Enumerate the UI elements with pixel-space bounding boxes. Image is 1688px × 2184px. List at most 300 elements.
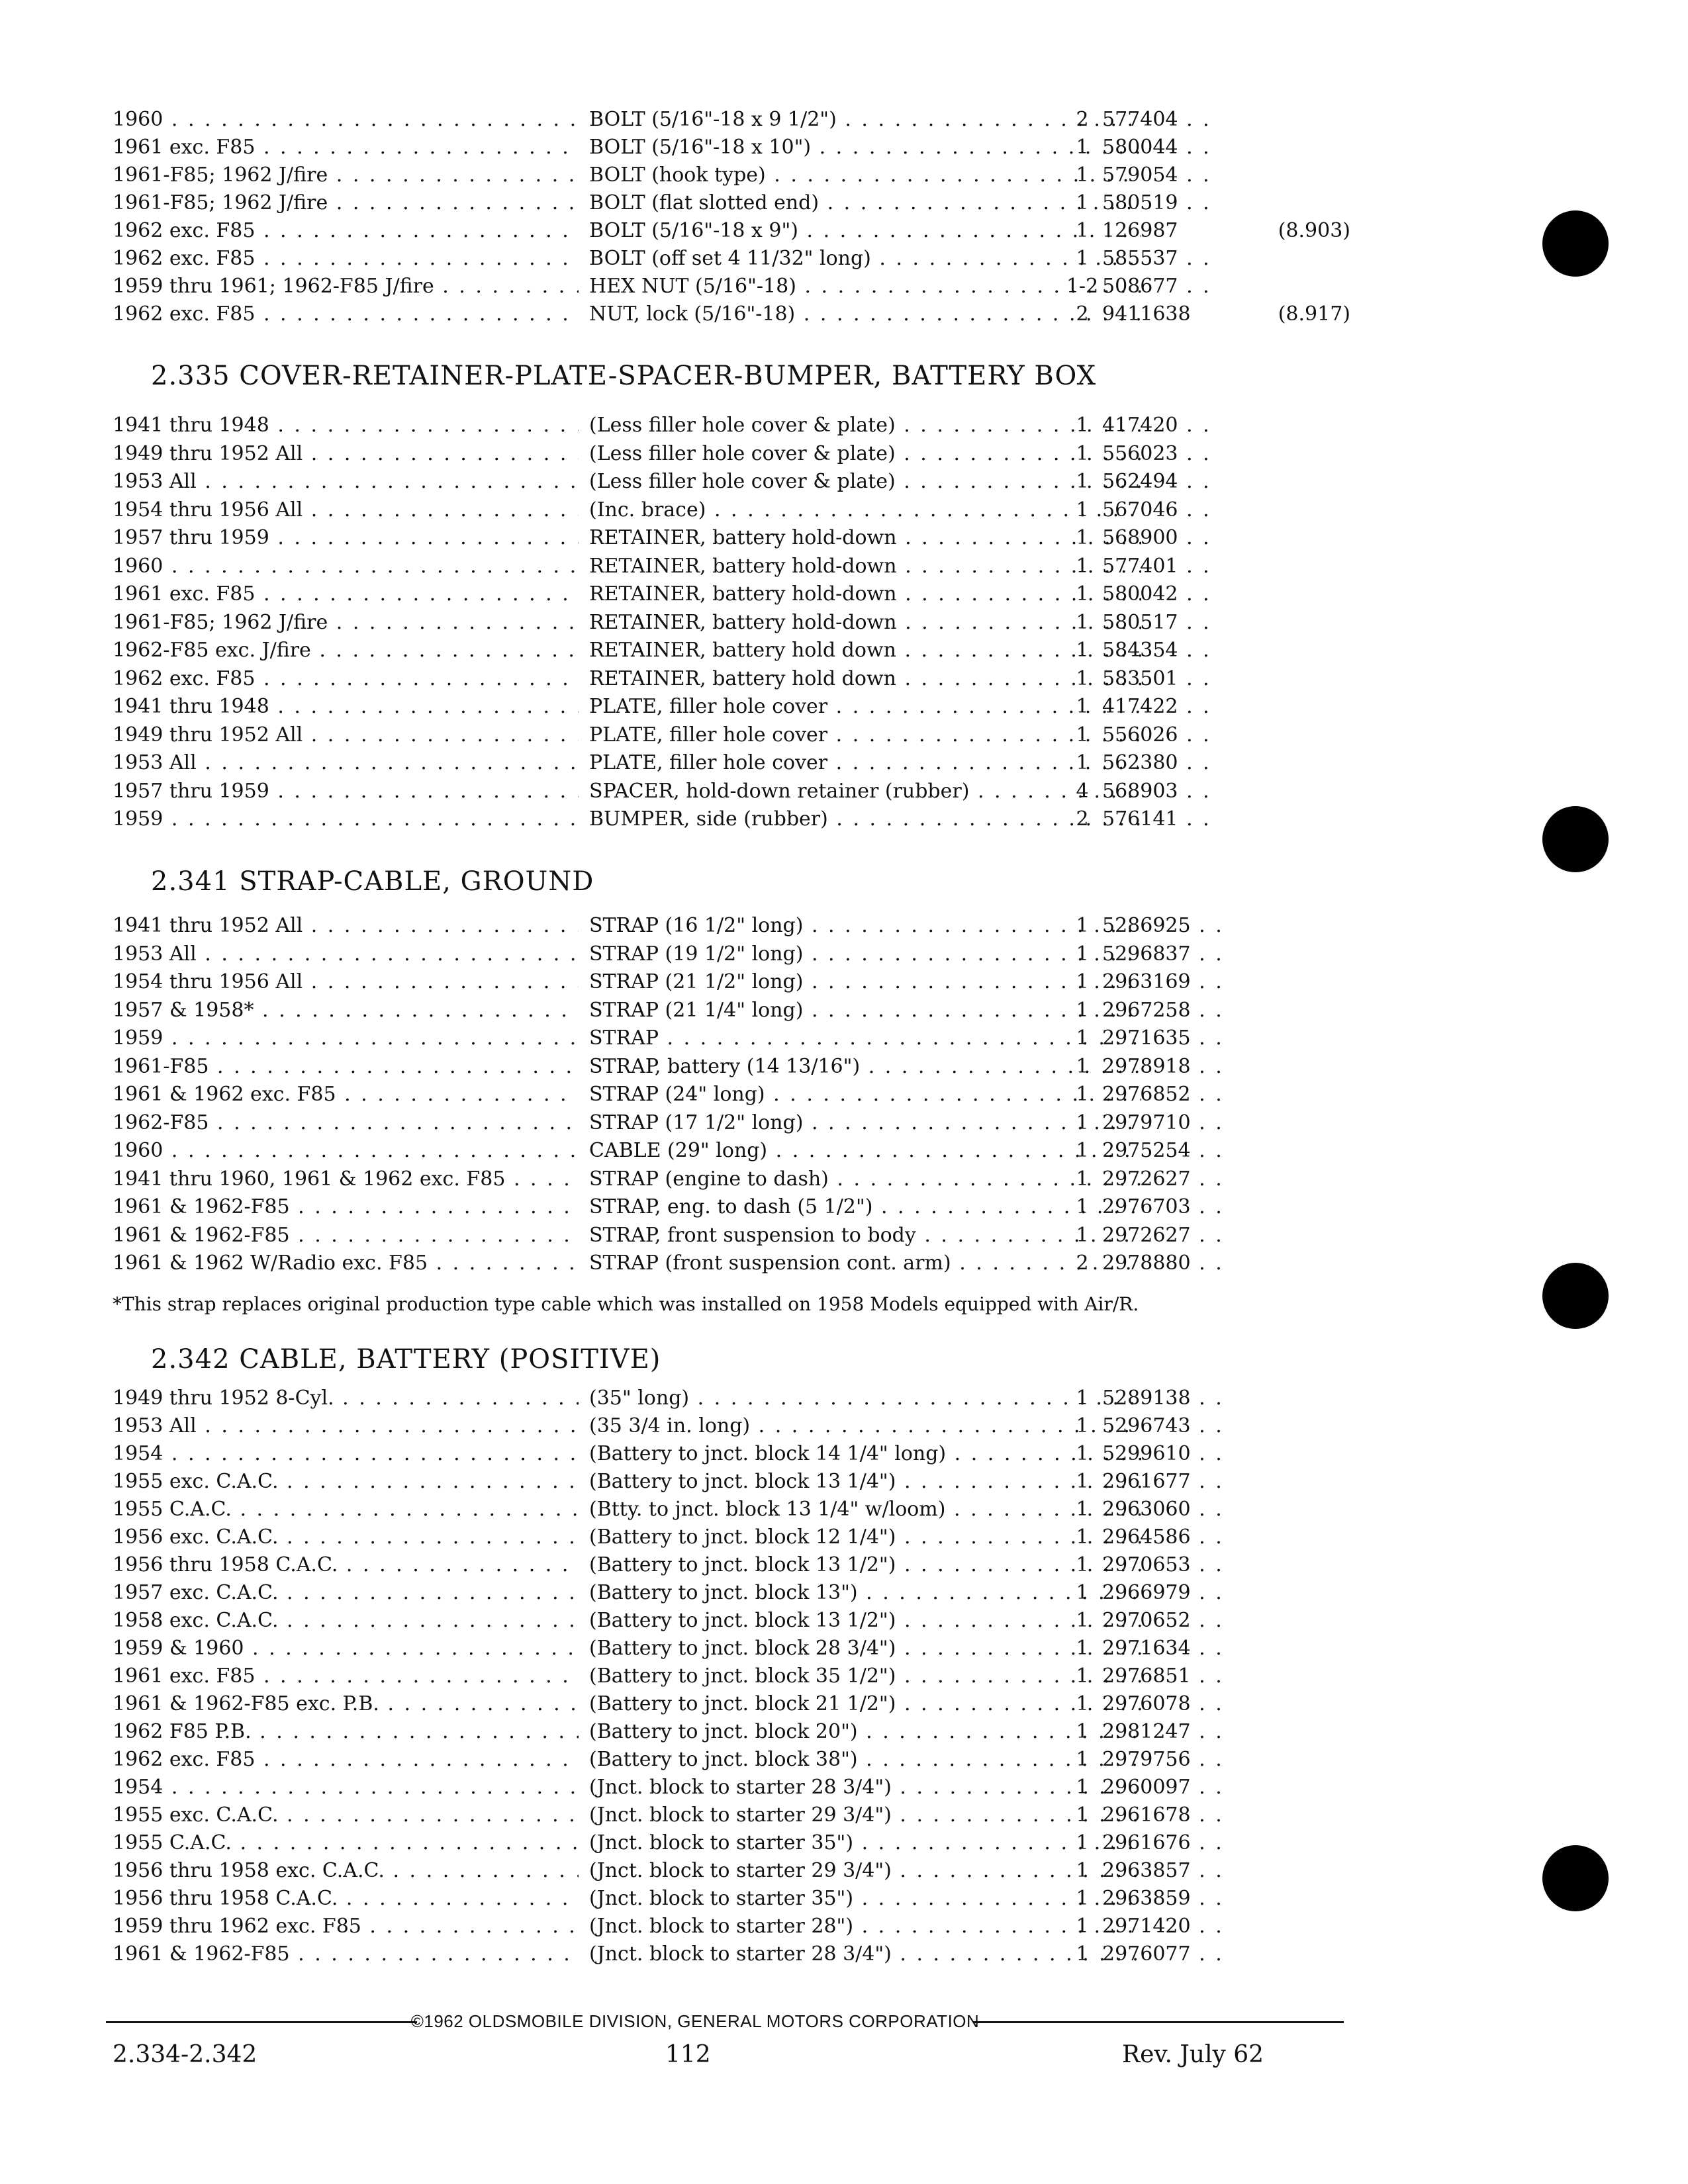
model-year-cell: 1958 exc. C.A.C. . . . <box>113 1607 579 1635</box>
part-number-cell: 580519 . . . <box>1102 189 1221 217</box>
quantity-cell: 1 <box>1076 136 1089 159</box>
part-number-cell: 2971634 . . . <box>1102 1635 1221 1662</box>
table-row <box>113 1662 1337 1690</box>
description-cell: STRAP, battery (14 13/16") . . . <box>589 1053 1141 1081</box>
description-cell: RETAINER, battery hold-down . . . <box>589 609 1141 637</box>
part-number-cell: 417422 . . . <box>1102 693 1221 721</box>
quantity-cell: 1 <box>1076 1664 1089 1688</box>
model-year-cell: 1960 . . . <box>113 553 579 580</box>
description-cell: BOLT (5/16"-18 x 9") . . . <box>589 217 1141 245</box>
part-number-cell: 126987 <box>1102 219 1178 242</box>
table-row <box>113 1940 1337 1968</box>
description-cell: (Battery to jnct. block 20") . . . <box>589 1718 1141 1746</box>
model-year-cell: 1961 exc. F85 . . . <box>113 134 579 161</box>
quantity-cell: 1 <box>1076 1720 1089 1743</box>
description-cell: (Battery to jnct. block 28 3/4") . . . <box>589 1635 1141 1662</box>
part-number-cell: 2963060 . . . <box>1102 1496 1221 1524</box>
quantity-cell: 1 <box>1076 1167 1089 1191</box>
model-year-cell: 1961 & 1962-F85 exc. P.B. . . . <box>113 1690 579 1718</box>
quantity-cell: 1 <box>1076 1083 1089 1106</box>
description-cell: NUT, lock (5/16"-18) . . . <box>589 300 1141 328</box>
quantity-cell: 1 <box>1076 1887 1089 1910</box>
part-number-cell: 2963859 . . . <box>1102 1885 1221 1913</box>
model-year-cell: 1962-F85 . . . <box>113 1109 579 1137</box>
table-row <box>113 665 1337 693</box>
model-year-cell: 1962 exc. F85 . . . <box>113 245 579 273</box>
model-year-cell: 1953 All . . . <box>113 468 579 496</box>
part-number-cell: 5286925 . . . <box>1102 912 1221 940</box>
model-year-cell: 1954 . . . <box>113 1440 579 1468</box>
model-year-cell: 1959 thru 1962 exc. F85 . . . <box>113 1913 579 1940</box>
description-cell: (Battery to jnct. block 35 1/2") . . . <box>589 1662 1141 1690</box>
table-row <box>113 1774 1337 1801</box>
description-cell: STRAP (19 1/2" long) . . . <box>589 940 1141 968</box>
part-number-cell: 576141 . . . <box>1102 805 1221 833</box>
table-row <box>113 1829 1337 1857</box>
description-cell: (Jnct. block to starter 28 3/4") . . . <box>589 1774 1141 1801</box>
description-cell: STRAP (17 1/2" long) . . . <box>589 1109 1141 1137</box>
part-number-cell: 562380 . . . <box>1102 749 1221 777</box>
model-year-cell: 1961 & 1962 W/Radio exc. F85 . . . <box>113 1250 579 1277</box>
description-cell: SPACER, hold-down retainer (rubber) . . . <box>589 778 1141 805</box>
quantity-cell: 1 <box>1076 610 1089 634</box>
part-number-cell: 5289138 . . . <box>1102 1385 1221 1412</box>
part-number-cell: 579054 . . . <box>1102 161 1221 189</box>
model-year-cell: 1941 thru 1952 All . . . <box>113 912 579 940</box>
table-row <box>113 1250 1337 1277</box>
table-row <box>113 805 1337 833</box>
part-number-cell: 577404 . . . <box>1102 106 1221 134</box>
section-heading-2-342: 2.342 CABLE, BATTERY (POSITIVE) <box>151 1344 661 1375</box>
part-number-cell: 567046 . . . <box>1102 496 1221 524</box>
model-year-cell: 1959 . . . <box>113 805 579 833</box>
description-cell: (Less filler hole cover & plate) . . . <box>589 468 1141 496</box>
model-year-cell: 1941 thru 1948 . . . <box>113 412 579 439</box>
model-year-cell: 1954 thru 1956 All . . . <box>113 968 579 996</box>
model-year-cell: 1959 & 1960 . . . <box>113 1635 579 1662</box>
quantity-cell: 1 <box>1076 1776 1089 1799</box>
quantity-cell: 1 <box>1076 582 1089 606</box>
model-year-cell: 1957 thru 1959 . . . <box>113 524 579 552</box>
model-year-cell: 1949 thru 1952 All . . . <box>113 721 579 749</box>
part-number-cell: 2963857 . . . <box>1102 1857 1221 1885</box>
binder-hole-2 <box>1542 806 1609 872</box>
model-year-cell: 1954 . . . <box>113 1774 579 1801</box>
part-number-cell: 2978918 . . . <box>1102 1053 1221 1081</box>
quantity-cell: 1 <box>1076 751 1089 774</box>
page-number: 112 <box>665 2041 711 2068</box>
description-cell: PLATE, filler hole cover . . . <box>589 693 1141 721</box>
description-cell: STRAP (21 1/4" long) . . . <box>589 997 1141 1024</box>
part-number-cell: 2967258 . . . <box>1102 997 1221 1024</box>
part-number-cell: 2961678 . . . <box>1102 1801 1221 1829</box>
footer-rule-right <box>973 2021 1344 2023</box>
quantity-cell: 1 <box>1076 219 1089 242</box>
table-row <box>113 912 1337 940</box>
description-cell: (Jnct. block to starter 35") . . . <box>589 1829 1141 1857</box>
part-number-cell: 2981247 . . . <box>1102 1718 1221 1746</box>
quantity-cell: 1 <box>1076 470 1089 493</box>
binder-hole-4 <box>1542 1845 1609 1911</box>
part-number-cell: 2976077 . . . <box>1102 1940 1221 1968</box>
model-year-cell: 1962 exc. F85 . . . <box>113 1746 579 1774</box>
description-cell: HEX NUT (5/16"-18) . . . <box>589 273 1141 300</box>
quantity-cell: 1 <box>1076 1498 1089 1521</box>
model-year-cell: 1955 exc. C.A.C. . . . <box>113 1468 579 1496</box>
footer-rule-left <box>106 2021 417 2023</box>
part-number-cell: 2971420 . . . <box>1102 1913 1221 1940</box>
table-row <box>113 300 1350 328</box>
part-number-cell: 568900 . . . <box>1102 524 1221 552</box>
part-number-cell: 580042 . . . <box>1102 580 1221 608</box>
footnote: *This strap replaces original production type cable which was installed on 1958 Models equipped with Air/R. <box>113 1293 1139 1315</box>
part-number-cell: 417420 . . . <box>1102 412 1221 439</box>
part-number-cell: 2975254 . . . <box>1102 1137 1221 1165</box>
description-cell: STRAP (24" long) . . . <box>589 1081 1141 1109</box>
model-year-cell: 1956 exc. C.A.C. . . . <box>113 1524 579 1551</box>
description-cell: BOLT (flat slotted end) . . . <box>589 189 1141 217</box>
description-cell: (Jnct. block to starter 28 3/4") . . . <box>589 1940 1141 1968</box>
description-cell: (Btty. to jnct. block 13 1/4" w/loom) . . . <box>589 1496 1141 1524</box>
quantity-cell: 1 <box>1076 1026 1089 1050</box>
description-cell: (Inc. brace) . . . <box>589 496 1141 524</box>
part-number-cell: 556026 . . . <box>1102 721 1221 749</box>
quantity-cell: 1 <box>1076 163 1089 187</box>
binder-hole-3 <box>1542 1263 1609 1329</box>
table-row <box>113 1137 1337 1165</box>
model-year-cell: 1961 exc. F85 . . . <box>113 1662 579 1690</box>
quantity-cell: 1 <box>1076 1195 1089 1218</box>
description-cell: (35 3/4 in. long) . . . <box>589 1412 1141 1440</box>
part-number-cell: 2970653 . . . <box>1102 1551 1221 1579</box>
quantity-cell: 1 <box>1076 723 1089 747</box>
table-row <box>113 968 1337 996</box>
table-row <box>113 1412 1337 1440</box>
part-number-cell: 556023 . . . <box>1102 440 1221 468</box>
description-cell: (Jnct. block to starter 29 3/4") . . . <box>589 1857 1141 1885</box>
quantity-cell: 1 <box>1076 1692 1089 1715</box>
table-row <box>113 1165 1337 1193</box>
table-row <box>113 1053 1337 1081</box>
model-year-cell: 1962 exc. F85 . . . <box>113 217 579 245</box>
table-row <box>113 721 1337 749</box>
quantity-cell: 1 <box>1076 914 1089 937</box>
table-row <box>113 189 1337 217</box>
table-row <box>113 496 1337 524</box>
revision-date: Rev. July 62 <box>1122 2041 1264 2068</box>
table-row <box>113 749 1337 777</box>
part-number-cell: 583501 . . . <box>1102 665 1221 693</box>
quantity-cell: 1 <box>1076 666 1089 690</box>
table-row <box>113 468 1337 496</box>
description-cell: STRAP, front suspension to body . . . <box>589 1222 1141 1250</box>
quantity-cell: 1 <box>1076 1054 1089 1078</box>
part-number-cell: 2970652 . . . <box>1102 1607 1221 1635</box>
table-row <box>113 106 1337 134</box>
quantity-cell: 1 <box>1076 1525 1089 1549</box>
model-year-cell: 1949 thru 1952 All . . . <box>113 440 579 468</box>
model-year-cell: 1961 & 1962-F85 . . . <box>113 1940 579 1968</box>
description-cell: (Battery to jnct. block 13 1/2") . . . <box>589 1551 1141 1579</box>
part-number-cell: 580517 . . . <box>1102 609 1221 637</box>
description-cell: RETAINER, battery hold-down . . . <box>589 524 1141 552</box>
table-row <box>113 1109 1337 1137</box>
model-year-cell: 1955 C.A.C. . . . <box>113 1496 579 1524</box>
model-year-cell: 1941 thru 1960, 1961 & 1962 exc. F85 . . . <box>113 1165 579 1193</box>
description-cell: PLATE, filler hole cover . . . <box>589 749 1141 777</box>
table-row <box>113 1496 1337 1524</box>
part-number-cell: 2971635 . . . <box>1102 1024 1221 1052</box>
part-number-cell: 2972627 . . . <box>1102 1165 1221 1193</box>
table-row <box>113 609 1337 637</box>
model-year-cell: 1962 F85 P.B. . . . <box>113 1718 579 1746</box>
quantity-cell: 1 <box>1076 191 1089 214</box>
model-year-cell: 1961-F85; 1962 J/fire . . . <box>113 189 579 217</box>
quantity-cell: 1 <box>1076 639 1089 662</box>
description-cell: BOLT (5/16"-18 x 9 1/2") . . . <box>589 106 1141 134</box>
model-year-cell: 1960 . . . <box>113 1137 579 1165</box>
description-cell: (Battery to jnct. block 13 1/2") . . . <box>589 1607 1141 1635</box>
quantity-cell: 1 <box>1076 1609 1089 1632</box>
part-number-cell: 2976852 . . . <box>1102 1081 1221 1109</box>
quantity-cell: 1 <box>1076 414 1089 437</box>
model-year-cell: 1961 exc. F85 . . . <box>113 580 579 608</box>
model-year-cell: 1955 exc. C.A.C. . . . <box>113 1801 579 1829</box>
part-number-cell: 577401 . . . <box>1102 553 1221 580</box>
table-row <box>113 1913 1337 1940</box>
description-cell: BOLT (5/16"-18 x 10") . . . <box>589 134 1141 161</box>
table-row <box>113 273 1337 300</box>
part-number-cell: 508677 . . . <box>1102 273 1221 300</box>
table-row <box>113 245 1337 273</box>
table-row <box>113 412 1337 439</box>
description-cell: (Battery to jnct. block 12 1/4") . . . <box>589 1524 1141 1551</box>
part-number-cell: 2976078 . . . <box>1102 1690 1221 1718</box>
description-cell: (Battery to jnct. block 14 1/4" long) . . . <box>589 1440 1141 1468</box>
table-row <box>113 524 1337 552</box>
part-number-cell: 2966979 . . . <box>1102 1579 1221 1607</box>
description-cell: CABLE (29" long) . . . <box>589 1137 1141 1165</box>
model-year-cell: 1962-F85 exc. J/fire . . . <box>113 637 579 664</box>
part-number-cell: 2964586 . . . <box>1102 1524 1221 1551</box>
quantity-cell: 1 <box>1076 998 1089 1022</box>
table-row <box>113 440 1337 468</box>
model-year-cell: 1961 & 1962-F85 . . . <box>113 1193 579 1221</box>
description-cell: BOLT (off set 4 11/32" long) . . . <box>589 245 1141 273</box>
part-number-cell: 2979756 . . . <box>1102 1746 1221 1774</box>
table-row <box>113 1081 1337 1109</box>
part-number-cell: 9411638 <box>1102 302 1191 326</box>
quantity-cell: 1 <box>1076 1748 1089 1771</box>
description-cell: STRAP, eng. to dash (5 1/2") . . . <box>589 1193 1141 1221</box>
quantity-cell: 1 <box>1076 1111 1089 1134</box>
table-row <box>113 553 1337 580</box>
quantity-cell: 1 <box>1076 970 1089 993</box>
table-row <box>113 134 1337 161</box>
model-year-cell: 1953 All . . . <box>113 940 579 968</box>
description-cell: RETAINER, battery hold down . . . <box>589 665 1141 693</box>
part-number-cell: 2976851 . . . <box>1102 1662 1221 1690</box>
part-number-cell: 5296837 . . . <box>1102 940 1221 968</box>
table-row <box>113 1607 1337 1635</box>
model-year-cell: 1961-F85; 1962 J/fire . . . <box>113 161 579 189</box>
quantity-cell: 1 <box>1076 695 1089 718</box>
part-number-cell: 568903 . . . <box>1102 778 1221 805</box>
table-row <box>113 1690 1337 1718</box>
part-number-cell: 585537 . . . <box>1102 245 1221 273</box>
table-row <box>113 1222 1337 1250</box>
description-cell: (Jnct. block to starter 29 3/4") . . . <box>589 1801 1141 1829</box>
table-row <box>113 637 1337 664</box>
table-row <box>113 1885 1337 1913</box>
part-number-cell: 2960097 . . . <box>1102 1774 1221 1801</box>
quantity-cell: 4 <box>1076 779 1089 803</box>
model-year-cell: 1959 thru 1961; 1962-F85 J/fire . . . <box>113 273 579 300</box>
model-year-cell: 1957 & 1958* . . . <box>113 997 579 1024</box>
section-heading-2-341: 2.341 STRAP-CABLE, GROUND <box>151 866 594 897</box>
quantity-cell: 1 <box>1076 1637 1089 1660</box>
part-number-cell: 580044 . . . <box>1102 134 1221 161</box>
quantity-cell: 1 <box>1076 554 1089 578</box>
quantity-cell: 1 <box>1076 1470 1089 1493</box>
quantity-cell: 1 <box>1076 942 1089 966</box>
description-cell: (Battery to jnct. block 38") . . . <box>589 1746 1141 1774</box>
description-cell: STRAP . . . <box>589 1024 1141 1052</box>
binder-hole-1 <box>1542 210 1609 277</box>
table-row <box>113 1440 1337 1468</box>
part-number-cell: 2963169 . . . <box>1102 968 1221 996</box>
part-number-cell: 2961676 . . . <box>1102 1829 1221 1857</box>
quantity-cell: 1-2 <box>1066 275 1099 298</box>
description-cell: (Jnct. block to starter 28") . . . <box>589 1913 1141 1940</box>
quantity-cell: 2 <box>1076 1251 1089 1275</box>
description-cell: (Less filler hole cover & plate) . . . <box>589 412 1141 439</box>
description-cell: (Battery to jnct. block 21 1/2") . . . <box>589 1690 1141 1718</box>
table-row <box>113 1857 1337 1885</box>
quantity-cell: 1 <box>1076 1859 1089 1882</box>
quantity-cell: 2 <box>1076 302 1089 326</box>
description-cell: STRAP (engine to dash) . . . <box>589 1165 1141 1193</box>
part-number-cell: 2976703 . . . <box>1102 1193 1221 1221</box>
model-year-cell: 1956 thru 1958 exc. C.A.C. . . . <box>113 1857 579 1885</box>
table-row <box>113 1551 1337 1579</box>
description-cell: (Jnct. block to starter 35") . . . <box>589 1885 1141 1913</box>
part-number-cell: 2978880 . . . <box>1102 1250 1221 1277</box>
model-year-cell: 1961 & 1962-F85 . . . <box>113 1222 579 1250</box>
description-cell: BUMPER, side (rubber) . . . <box>589 805 1141 833</box>
description-cell: BOLT (hook type) . . . <box>589 161 1141 189</box>
description-cell: RETAINER, battery hold down . . . <box>589 637 1141 664</box>
table-row <box>113 1468 1337 1496</box>
description-cell: RETAINER, battery hold-down . . . <box>589 553 1141 580</box>
cross-reference-cell: (8.903) <box>1278 219 1350 242</box>
model-year-cell: 1962 exc. F85 . . . <box>113 665 579 693</box>
description-cell: STRAP (16 1/2" long) . . . <box>589 912 1141 940</box>
model-year-cell: 1960 . . . <box>113 106 579 134</box>
model-year-cell: 1941 thru 1948 . . . <box>113 693 579 721</box>
model-year-cell: 1959 . . . <box>113 1024 579 1052</box>
description-cell: (35" long) . . . <box>589 1385 1141 1412</box>
model-year-cell: 1953 All . . . <box>113 749 579 777</box>
part-number-cell: 2961677 . . . <box>1102 1468 1221 1496</box>
table-row <box>113 997 1337 1024</box>
section-heading-2-335: 2.335 COVER-RETAINER-PLATE-SPACER-BUMPER, BATTERY BOX <box>151 361 1097 391</box>
part-number-cell: 5299610 . . . <box>1102 1440 1221 1468</box>
table-row <box>113 1746 1337 1774</box>
quantity-cell: 1 <box>1076 1831 1089 1854</box>
table-row <box>113 693 1337 721</box>
description-cell: PLATE, filler hole cover . . . <box>589 721 1141 749</box>
part-number-cell: 2979710 . . . <box>1102 1109 1221 1137</box>
table-row <box>113 1718 1337 1746</box>
quantity-cell: 1 <box>1076 1223 1089 1247</box>
model-year-cell: 1962 exc. F85 . . . <box>113 300 579 328</box>
quantity-cell: 1 <box>1076 1414 1089 1437</box>
quantity-cell: 1 <box>1076 1803 1089 1827</box>
model-year-cell: 1961 & 1962 exc. F85 . . . <box>113 1081 579 1109</box>
description-cell: (Battery to jnct. block 13") . . . <box>589 1579 1141 1607</box>
quantity-cell: 1 <box>1076 1442 1089 1465</box>
part-number-cell: 584354 . . . <box>1102 637 1221 664</box>
model-year-cell: 1957 thru 1959 . . . <box>113 778 579 805</box>
table-row <box>113 217 1350 245</box>
quantity-cell: 2 <box>1076 807 1089 831</box>
table-row <box>113 1524 1337 1551</box>
copyright-notice: ©1962 OLDSMOBILE DIVISION, GENERAL MOTORS CORPORATION <box>410 2011 980 2031</box>
quantity-cell: 1 <box>1076 441 1089 465</box>
table-row <box>113 1635 1337 1662</box>
model-year-cell: 1956 thru 1958 C.A.C. . . . <box>113 1551 579 1579</box>
quantity-cell: 1 <box>1076 247 1089 270</box>
table-row <box>113 1024 1337 1052</box>
quantity-cell: 1 <box>1076 1387 1089 1410</box>
model-year-cell: 1957 exc. C.A.C. . . . <box>113 1579 579 1607</box>
section-range: 2.334-2.342 <box>113 2041 258 2068</box>
table-row <box>113 940 1337 968</box>
quantity-cell: 1 <box>1076 1581 1089 1604</box>
part-number-cell: 2972627 . . . <box>1102 1222 1221 1250</box>
table-row <box>113 161 1337 189</box>
table-row <box>113 1801 1337 1829</box>
model-year-cell: 1949 thru 1952 8-Cyl. . . . <box>113 1385 579 1412</box>
part-number-cell: 562494 . . . <box>1102 468 1221 496</box>
table-row <box>113 580 1337 608</box>
model-year-cell: 1953 All . . . <box>113 1412 579 1440</box>
cross-reference-cell: (8.917) <box>1278 302 1350 326</box>
description-cell: STRAP (21 1/2" long) . . . <box>589 968 1141 996</box>
part-number-cell: 5296743 . . . <box>1102 1412 1221 1440</box>
model-year-cell: 1961-F85; 1962 J/fire . . . <box>113 609 579 637</box>
quantity-cell: 1 <box>1076 1915 1089 1938</box>
model-year-cell: 1955 C.A.C. . . . <box>113 1829 579 1857</box>
quantity-cell: 1 <box>1076 1942 1089 1966</box>
description-cell: (Battery to jnct. block 13 1/4") . . . <box>589 1468 1141 1496</box>
table-row <box>113 1193 1337 1221</box>
description-cell: STRAP (front suspension cont. arm) . . . <box>589 1250 1141 1277</box>
quantity-cell: 1 <box>1076 526 1089 549</box>
model-year-cell: 1961-F85 . . . <box>113 1053 579 1081</box>
description-cell: RETAINER, battery hold-down . . . <box>589 580 1141 608</box>
quantity-cell: 1 <box>1076 1139 1089 1162</box>
quantity-cell: 1 <box>1076 498 1089 522</box>
quantity-cell: 2 <box>1076 108 1089 131</box>
description-cell: (Less filler hole cover & plate) . . . <box>589 440 1141 468</box>
quantity-cell: 1 <box>1076 1553 1089 1576</box>
model-year-cell: 1954 thru 1956 All . . . <box>113 496 579 524</box>
table-row <box>113 1579 1337 1607</box>
table-row <box>113 1385 1337 1412</box>
table-row <box>113 778 1337 805</box>
